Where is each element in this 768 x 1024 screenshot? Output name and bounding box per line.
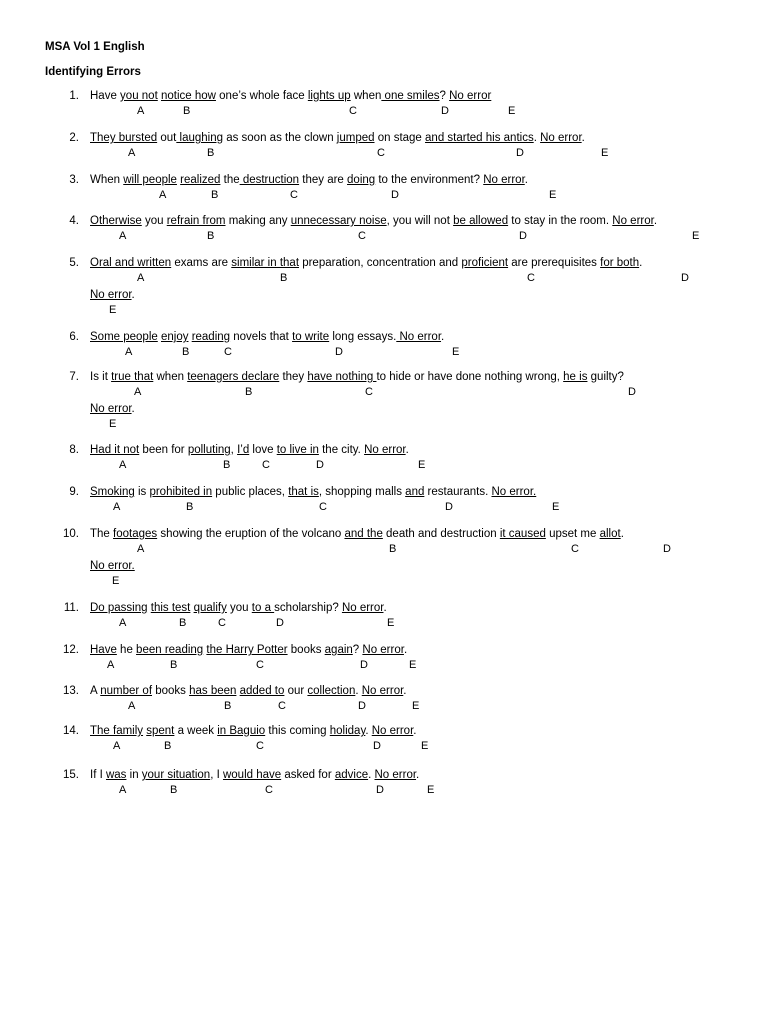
underlined-segment: laughing — [176, 132, 223, 144]
text-segment: . — [533, 132, 541, 144]
underlined-segment: No error — [90, 403, 132, 415]
text-segment: novels that — [230, 331, 293, 343]
answer-letter: B — [182, 346, 190, 358]
question-number: 13. — [63, 685, 79, 697]
underlined-segment: in Baguio — [217, 725, 266, 737]
underlined-segment: collection — [307, 685, 356, 697]
answer-letter: C — [256, 740, 264, 752]
text-segment: . — [413, 725, 417, 737]
answer-letter: E — [109, 418, 117, 430]
underlined-segment: Some people — [90, 331, 158, 343]
answer-letter: E — [427, 784, 435, 796]
answer-letter: A — [119, 459, 127, 471]
question-number: 11. — [63, 602, 79, 614]
answer-letter: C — [349, 105, 357, 117]
text-segment: you — [226, 602, 252, 614]
underlined-segment: destruction — [239, 174, 300, 186]
underlined-segment: Do passing — [90, 602, 148, 614]
underlined-segment: Smoking — [90, 486, 135, 498]
underlined-segment: added to — [239, 685, 285, 697]
question-text — [90, 330, 444, 344]
answer-letter: A — [119, 230, 127, 242]
underlined-segment: unnecessary noise — [290, 215, 387, 227]
answer-letter: A — [113, 740, 121, 752]
answer-letter: A — [119, 784, 127, 796]
answer-letter: C — [224, 346, 232, 358]
answer-letter: C — [218, 617, 226, 629]
answer-letter: E — [508, 105, 516, 117]
text-segment: Have — [90, 90, 121, 102]
answer-letter: D — [441, 105, 449, 117]
answer-letter: B — [280, 272, 288, 284]
text-segment: . — [416, 769, 420, 781]
underlined-segment: No error — [362, 644, 404, 656]
text-segment: the city. — [318, 444, 365, 456]
underlined-segment: would have — [222, 769, 282, 781]
answer-letter: E — [552, 501, 560, 513]
question-number: 9. — [69, 486, 79, 498]
underlined-segment: notice how — [160, 90, 216, 102]
answer-letter: B — [224, 700, 232, 712]
underlined-segment: to a — [251, 602, 275, 614]
text-segment: making any — [225, 215, 291, 227]
answer-letter: E — [549, 189, 557, 201]
underlined-segment: he is — [563, 371, 588, 383]
question-number: 1. — [69, 90, 79, 102]
underlined-segment: refrain from — [166, 215, 226, 227]
text-segment: they are — [299, 174, 348, 186]
text-segment: . — [355, 685, 362, 697]
answer-letter: C — [278, 700, 286, 712]
text-segment: to stay in the room. — [508, 215, 613, 227]
question-number: 2. — [69, 132, 79, 144]
underlined-segment: No error — [449, 90, 492, 102]
underlined-segment: advice — [334, 769, 369, 781]
underlined-segment: No error. — [90, 560, 135, 572]
text-segment: . — [368, 769, 375, 781]
underlined-segment: Otherwise — [90, 215, 142, 227]
question-text — [90, 527, 624, 541]
question-text — [90, 443, 409, 457]
text-segment: . — [403, 644, 408, 656]
underlined-segment: The family — [90, 725, 144, 737]
answer-letter: D — [276, 617, 284, 629]
question-text — [90, 131, 585, 145]
text-segment: . — [403, 685, 407, 697]
underlined-segment: and started his antics — [425, 132, 534, 144]
text-segment: death and destruction — [382, 528, 500, 540]
underlined-segment: been reading — [136, 644, 204, 656]
underlined-segment: again — [324, 644, 353, 656]
underlined-segment: true that — [111, 371, 154, 383]
section-heading: Identifying Errors — [45, 66, 141, 78]
answer-letter: C — [290, 189, 298, 201]
document-title: MSA Vol 1 English — [45, 41, 145, 53]
question-text — [90, 173, 528, 187]
underlined-segment: has been — [189, 685, 237, 697]
underlined-segment: No error — [341, 602, 384, 614]
answer-letter: B — [170, 784, 178, 796]
answer-letter: C — [377, 147, 385, 159]
text-segment: books — [287, 644, 325, 656]
text-segment: preparation, concentration and — [299, 257, 462, 269]
text-segment: . — [581, 132, 585, 144]
answer-letter: D — [335, 346, 343, 358]
answer-letter: B — [179, 617, 187, 629]
question-text — [90, 288, 135, 302]
answer-letter: E — [692, 230, 700, 242]
answer-letter: E — [109, 304, 117, 316]
answer-letter: A — [113, 501, 121, 513]
answer-letter: D — [681, 272, 689, 284]
underlined-segment: No error — [396, 331, 442, 343]
text-segment: on stage — [374, 132, 426, 144]
text-segment: , shopping malls — [318, 486, 406, 498]
underlined-segment: will people — [123, 174, 177, 186]
underlined-segment: this test — [150, 602, 191, 614]
answer-letter: B — [186, 501, 194, 513]
text-segment: If I — [90, 769, 106, 781]
answer-letter: D — [663, 543, 671, 555]
question-text — [90, 256, 642, 270]
text-segment: long essays. — [329, 331, 397, 343]
text-segment: . — [620, 528, 624, 540]
text-segment: been for — [139, 444, 188, 456]
answer-letter: C — [571, 543, 579, 555]
answer-letter: A — [125, 346, 133, 358]
underlined-segment: No error — [90, 289, 132, 301]
question-text — [90, 643, 407, 657]
answer-letter: D — [628, 386, 636, 398]
text-segment: The — [90, 528, 114, 540]
answer-letter: D — [358, 700, 366, 712]
text-segment: you — [141, 215, 167, 227]
text-segment: a week — [174, 725, 218, 737]
answer-letter: A — [137, 272, 145, 284]
text-segment: . — [365, 725, 372, 737]
underlined-segment: have nothing — [307, 371, 377, 383]
question-number: 5. — [69, 257, 79, 269]
text-segment: . — [653, 215, 658, 227]
text-segment: . — [405, 444, 409, 456]
question-number: 14. — [63, 725, 79, 737]
underlined-segment: realized — [180, 174, 221, 186]
underlined-segment: for both — [600, 257, 640, 269]
answer-letter: B — [245, 386, 253, 398]
answer-letter: D — [516, 147, 524, 159]
question-text — [90, 370, 624, 384]
text-segment: books — [152, 685, 190, 697]
answer-letter: A — [137, 105, 145, 117]
text-segment: , — [230, 444, 238, 456]
underlined-segment: Had it not — [90, 444, 140, 456]
question-text — [90, 89, 491, 103]
underlined-segment: No error — [371, 725, 414, 737]
text-segment: he — [116, 644, 137, 656]
underlined-segment: holiday — [329, 725, 366, 737]
underlined-segment: enjoy — [160, 331, 189, 343]
question-number: 12. — [63, 644, 79, 656]
text-segment: . — [639, 257, 643, 269]
text-segment: one’s whole face — [215, 90, 308, 102]
text-segment: asked for — [281, 769, 335, 781]
answer-letter: D — [445, 501, 453, 513]
question-text — [90, 768, 419, 782]
answer-letter: D — [376, 784, 384, 796]
question-text — [90, 724, 416, 738]
question-number: 6. — [69, 331, 79, 343]
answer-letter: B — [223, 459, 231, 471]
answer-letter: E — [601, 147, 609, 159]
underlined-segment: prohibited in — [149, 486, 213, 498]
underlined-segment: No error — [374, 769, 417, 781]
answer-letter: B — [211, 189, 219, 201]
underlined-segment: doing — [347, 174, 376, 186]
question-number: 10. — [63, 528, 79, 540]
answer-letter: D — [373, 740, 381, 752]
underlined-segment: qualify — [193, 602, 227, 614]
underlined-segment: polluting — [187, 444, 231, 456]
answer-letter: A — [134, 386, 142, 398]
answer-letter: D — [316, 459, 324, 471]
answer-letter: E — [452, 346, 460, 358]
answer-letter: C — [527, 272, 535, 284]
underlined-segment: No error. — [491, 486, 537, 498]
answer-letter: C — [319, 501, 327, 513]
text-segment: they — [279, 371, 308, 383]
answer-letter: E — [409, 659, 417, 671]
underlined-segment: number of — [100, 685, 153, 697]
underlined-segment: No error — [361, 685, 404, 697]
answer-letter: D — [360, 659, 368, 671]
text-segment: to hide or have done nothing wrong, — [376, 371, 564, 383]
question-text — [90, 601, 387, 615]
answer-letter: C — [358, 230, 366, 242]
underlined-segment: you not — [120, 90, 158, 102]
text-segment: , you will not — [386, 215, 454, 227]
text-segment: upset me — [545, 528, 600, 540]
underlined-segment: similar in that — [231, 257, 300, 269]
underlined-segment: your situation — [141, 769, 211, 781]
text-segment: guilty? — [587, 371, 624, 383]
underlined-segment: I’d — [237, 444, 250, 456]
question-number: 8. — [69, 444, 79, 456]
text-segment: to the environment? — [375, 174, 484, 186]
text-segment: . — [441, 331, 445, 343]
answer-letter: B — [207, 230, 215, 242]
underlined-segment: was — [105, 769, 127, 781]
underlined-segment: No error — [540, 132, 582, 144]
text-segment: , I — [210, 769, 223, 781]
text-segment: exams are — [171, 257, 232, 269]
text-segment: . — [131, 403, 135, 415]
underlined-segment: They bursted — [90, 132, 158, 144]
answer-letter: A — [119, 617, 127, 629]
underlined-segment: and the — [344, 528, 383, 540]
text-segment: ? — [352, 644, 363, 656]
text-segment: showing the eruption of the volcano — [157, 528, 345, 540]
answer-letter: E — [421, 740, 429, 752]
answer-letter: C — [262, 459, 270, 471]
underlined-segment: reading — [191, 331, 231, 343]
answer-letter: A — [137, 543, 145, 555]
text-segment: in — [126, 769, 142, 781]
text-segment: scholarship? — [274, 602, 342, 614]
question-text — [90, 485, 536, 499]
answer-letter: D — [391, 189, 399, 201]
text-segment: public places, — [212, 486, 289, 498]
answer-letter: E — [412, 700, 420, 712]
underlined-segment: it caused — [499, 528, 546, 540]
text-segment: the — [220, 174, 240, 186]
answer-letter: C — [365, 386, 373, 398]
underlined-segment: lights up — [307, 90, 351, 102]
answer-letter: B — [170, 659, 178, 671]
answer-letter: E — [387, 617, 395, 629]
text-segment: restaurants. — [424, 486, 492, 498]
text-segment: when — [153, 371, 188, 383]
answer-letter: A — [128, 147, 136, 159]
answer-letter: E — [112, 575, 120, 587]
underlined-segment: spent — [146, 725, 175, 737]
question-text — [90, 559, 135, 573]
text-segment: . — [131, 289, 135, 301]
text-segment: as soon as the clown — [223, 132, 337, 144]
underlined-segment: to write — [292, 331, 330, 343]
answer-letter: A — [107, 659, 115, 671]
underlined-segment: No error — [483, 174, 525, 186]
answer-letter: C — [256, 659, 264, 671]
text-segment: out — [157, 132, 177, 144]
answer-letter: B — [183, 105, 191, 117]
underlined-segment: Have — [90, 644, 117, 656]
underlined-segment: jumped — [336, 132, 375, 144]
underlined-segment: that is — [288, 486, 319, 498]
answer-letter: D — [519, 230, 527, 242]
answer-letter: B — [389, 543, 397, 555]
text-segment: . — [524, 174, 528, 186]
answer-letter: A — [159, 189, 167, 201]
underlined-segment: No error — [364, 444, 406, 456]
text-segment: . — [383, 602, 387, 614]
answer-letter: B — [164, 740, 172, 752]
question-number: 3. — [69, 174, 79, 186]
underlined-segment: allot — [599, 528, 621, 540]
answer-letter: B — [207, 147, 215, 159]
text-segment: are prerequisites — [508, 257, 601, 269]
answer-letter: E — [418, 459, 426, 471]
question-text — [90, 684, 407, 698]
question-number: 15. — [63, 769, 79, 781]
underlined-segment: to live in — [276, 444, 319, 456]
question-text — [90, 214, 657, 228]
question-number: 4. — [69, 215, 79, 227]
underlined-segment: teenagers declare — [187, 371, 280, 383]
underlined-segment: be allowed — [453, 215, 509, 227]
text-segment: A — [90, 685, 101, 697]
underlined-segment: the Harry Potter — [206, 644, 288, 656]
answer-letter: C — [265, 784, 273, 796]
text-segment: ? — [439, 90, 450, 102]
question-number: 7. — [69, 371, 79, 383]
underlined-segment: Oral and written — [90, 257, 172, 269]
text-segment: this coming — [265, 725, 330, 737]
underlined-segment: No error — [612, 215, 654, 227]
question-text — [90, 402, 135, 416]
underlined-segment: and — [405, 486, 425, 498]
underlined-segment: one smiles — [381, 90, 440, 102]
underlined-segment: proficient — [461, 257, 509, 269]
answer-letter: A — [128, 700, 136, 712]
text-segment: our — [284, 685, 308, 697]
text-segment: when — [350, 90, 382, 102]
text-segment: Is it — [90, 371, 112, 383]
underlined-segment: footages — [113, 528, 158, 540]
text-segment: is — [134, 486, 150, 498]
text-segment: When — [90, 174, 124, 186]
text-segment: love — [249, 444, 277, 456]
